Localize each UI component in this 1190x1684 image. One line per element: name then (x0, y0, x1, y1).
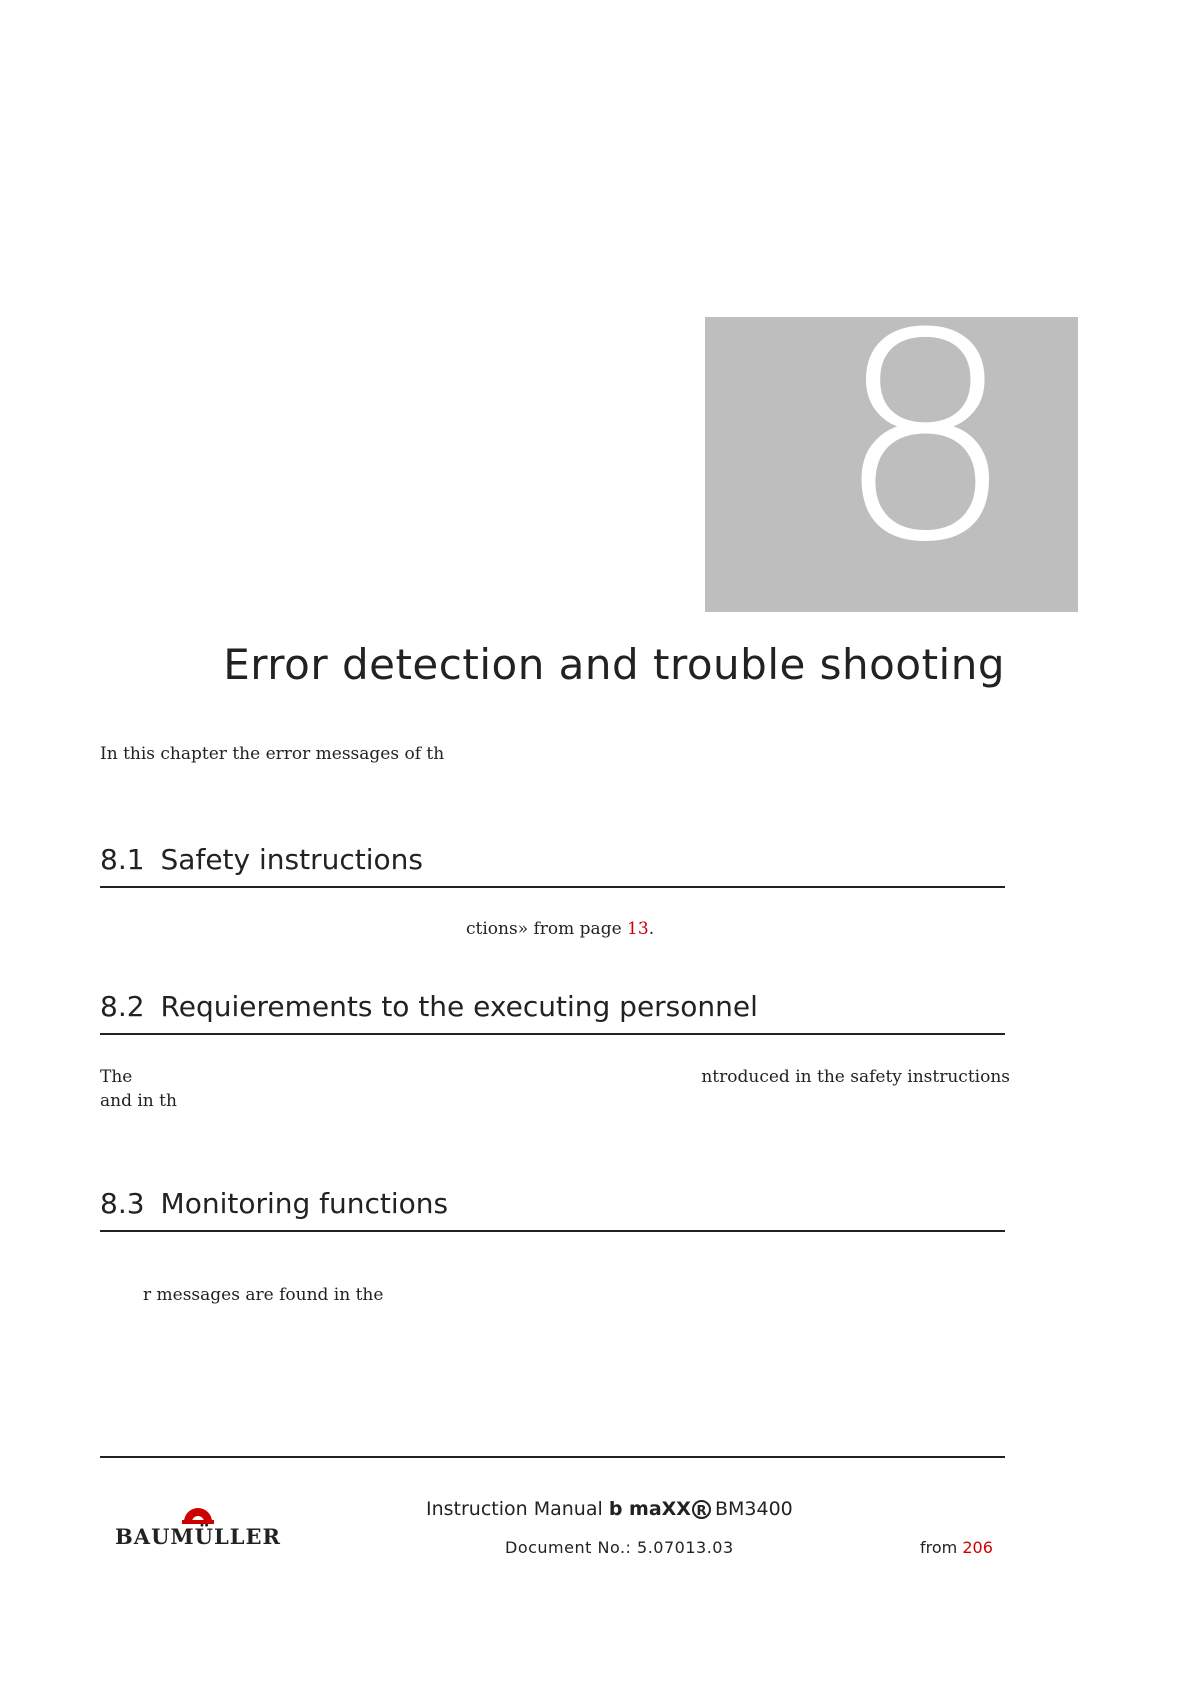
chapter-number-box (705, 317, 1078, 612)
document-label: Document No.: (505, 1538, 632, 1557)
section-text-suffix: . (648, 919, 655, 939)
chapter-number: 8 (834, 317, 1016, 605)
section-8-2-text-line2: and in th (100, 1091, 177, 1111)
chapter-intro: In this chapter the error messages of th (100, 744, 445, 764)
section-8-2-text-left: The (100, 1067, 133, 1087)
section-title: Requierements to the executing personnel (160, 990, 758, 1023)
section-heading-8-2 (100, 990, 1005, 1035)
footer-divider (100, 1456, 1005, 1458)
page-reference-link[interactable]: 13 (627, 919, 649, 939)
section-heading-8-1 (100, 843, 1005, 888)
baumuller-logo (112, 1498, 284, 1558)
section-number: 8.2 (100, 990, 145, 1023)
section-title: Safety instructions (160, 843, 423, 876)
section-8-1-text (466, 919, 654, 939)
product-model: BM3400 (714, 1498, 793, 1520)
manual-prefix: Instruction Manual (426, 1498, 603, 1520)
section-8-2-text-right: ntroduced in the safety instructions (701, 1067, 1010, 1087)
total-pages: 206 (962, 1538, 993, 1557)
registered-trademark-icon: R (692, 1500, 711, 1519)
footer-page-count (920, 1538, 993, 1557)
logo-text: BAUMÜLLER (115, 1524, 281, 1549)
footer-document-number (505, 1538, 734, 1557)
section-8-3-text: r messages are found in the (143, 1285, 384, 1305)
section-text: ctions» from page (466, 919, 622, 939)
logo-icon (180, 1498, 216, 1524)
section-title: Monitoring functions (160, 1187, 449, 1220)
from-label: from (920, 1538, 958, 1557)
chapter-title: Error detection and trouble shooting (223, 640, 1005, 689)
section-number: 8.3 (100, 1187, 145, 1220)
document-number: 5.07013.03 (637, 1538, 734, 1557)
footer-manual-title (426, 1498, 793, 1520)
section-heading-8-3 (100, 1187, 1005, 1232)
section-number: 8.1 (100, 843, 145, 876)
product-name: b maXX (608, 1498, 691, 1520)
